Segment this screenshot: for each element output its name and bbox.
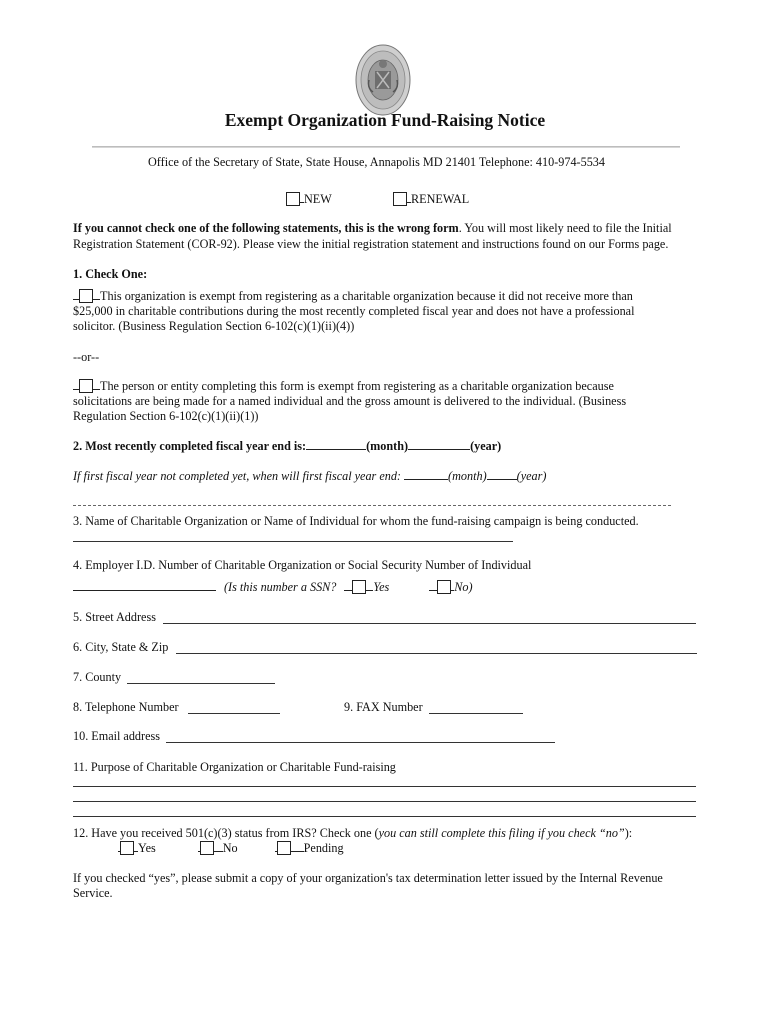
first-fiscal-label: If first fiscal year not completed yet, when will first fiscal year end: xyxy=(73,469,401,483)
telephone-field[interactable] xyxy=(188,713,280,714)
q7-label: 7. County xyxy=(73,670,122,684)
section-dashed-divider xyxy=(73,505,671,506)
first-fiscal-year-field[interactable] xyxy=(487,468,517,480)
fiscal-year-line xyxy=(73,438,501,454)
first-fiscal-year-label: (year) xyxy=(516,469,547,483)
q4-ssn-question: (Is this number a SSN? xyxy=(224,580,337,594)
email-field[interactable] xyxy=(166,742,555,743)
q12-yes-checkbox[interactable] xyxy=(120,841,134,855)
fiscal-month-field[interactable] xyxy=(306,438,366,450)
fiscal-year-field[interactable] xyxy=(408,438,470,450)
intro-line-2: Registration Statement (COR-92). Please view the initial registration statement and instructions found on our Forms page. xyxy=(73,237,669,251)
intro-rest: . You will most likely need to file the Initial xyxy=(458,221,672,235)
q12-close: ): xyxy=(624,826,633,840)
option-b-line-2: solicitations are being made for a named individual and the gross amount is delivered to the individual. (Business xyxy=(73,394,627,408)
first-fiscal-month-label: (month) xyxy=(448,469,487,483)
q10-label: 10. Email address xyxy=(73,729,160,743)
q4-no-label: No) xyxy=(454,580,473,594)
option-a-line-3: solicitor. (Business Regulation Section 6-102(c)(1)(ii)(4)) xyxy=(73,319,355,333)
q8-label: 8. Telephone Number xyxy=(73,700,179,714)
q9-label: 9. FAX Number xyxy=(344,700,423,714)
street-address-field[interactable] xyxy=(163,623,696,624)
page-title: Exempt Organization Fund-Raising Notice xyxy=(224,110,546,130)
q12-pending-label: Pending xyxy=(303,841,344,855)
q11-label: 11. Purpose of Charitable Organization or Charitable Fund-raising xyxy=(73,760,396,774)
section1-heading: 1. Check One: xyxy=(73,267,148,281)
office-line: Office of the Secretary of State, State House, Annapolis MD 21401 Telephone: 410-974-5534 xyxy=(148,155,605,169)
county-field[interactable] xyxy=(127,683,275,684)
intro-line-1 xyxy=(73,221,672,236)
q12-pending-checkbox[interactable] xyxy=(277,841,291,855)
option-b-line-3: Regulation Section 6-102(c)(1)(ii)(1)) xyxy=(73,409,259,423)
new-label: NEW xyxy=(304,192,332,206)
title-divider xyxy=(92,146,680,148)
new-checkbox[interactable] xyxy=(286,192,300,206)
q12-no-label: No xyxy=(222,841,238,855)
purpose-line-2[interactable] xyxy=(73,801,696,802)
q12-no-checkbox[interactable] xyxy=(200,841,214,855)
footer-line-1: If you checked “yes”, please submit a copy of your organization's tax determination letter issued by the Internal Revenue xyxy=(73,871,663,885)
q4-yes-label: Yes xyxy=(373,580,390,594)
q12-yes-label: Yes xyxy=(138,841,156,855)
q4-yes-checkbox[interactable] xyxy=(352,580,366,594)
q4-number-field[interactable] xyxy=(73,579,216,591)
purpose-line-1[interactable] xyxy=(73,786,696,787)
q3-label: 3. Name of Charitable Organization or Name of Individual for whom the fund-raising campaign is being conducted. xyxy=(73,514,639,528)
q4-line xyxy=(73,579,473,595)
option-a-line-2: $25,000 in charitable contributions during the most recently completed fiscal year and does not have a professional xyxy=(73,304,635,318)
option-a-checkbox[interactable] xyxy=(79,289,93,303)
first-fiscal-month-field[interactable] xyxy=(404,468,448,480)
fiscal-year-label: 2. Most recently completed fiscal year end is: xyxy=(73,439,307,453)
q4-label: 4. Employer I.D. Number of Charitable Organization or Social Security Number of Individual xyxy=(73,558,532,572)
maryland-state-seal xyxy=(355,44,411,116)
option-b-line-1 xyxy=(73,378,614,394)
q4-no-checkbox[interactable] xyxy=(437,580,451,594)
fax-field[interactable] xyxy=(429,713,523,714)
option-b-checkbox[interactable] xyxy=(79,379,93,393)
purpose-line-3[interactable] xyxy=(73,816,696,817)
renewal-label: RENEWAL xyxy=(411,192,470,206)
q12-options xyxy=(118,840,344,856)
city-state-zip-field[interactable] xyxy=(176,653,697,654)
option-a-line-1 xyxy=(73,288,633,304)
renewal-option xyxy=(393,191,469,207)
q3-field[interactable] xyxy=(73,541,513,542)
option-b-text: The person or entity completing this form is exempt from registering as a charitable organization because xyxy=(100,379,614,393)
q12-note: you can still complete this filing if you check “no” xyxy=(378,826,625,840)
intro-warning: If you cannot check one of the following statements, this is the wrong form xyxy=(73,221,459,235)
fiscal-month-label: (month) xyxy=(366,439,409,453)
option-a-text: This organization is exempt from registering as a charitable organization because it did not receive more than xyxy=(100,289,633,303)
or-separator: --or-- xyxy=(73,350,100,364)
q12-text: 12. Have you received 501(c)(3) status from IRS? Check one ( xyxy=(73,826,379,840)
q6-label: 6. City, State & Zip xyxy=(73,640,169,654)
q12-label xyxy=(73,826,632,841)
fiscal-year-unit-label: (year) xyxy=(470,439,502,453)
footer-line-2: Service. xyxy=(73,886,113,900)
first-fiscal-line xyxy=(73,468,546,484)
renewal-checkbox[interactable] xyxy=(393,192,407,206)
new-option xyxy=(286,191,332,207)
q5-label: 5. Street Address xyxy=(73,610,156,624)
